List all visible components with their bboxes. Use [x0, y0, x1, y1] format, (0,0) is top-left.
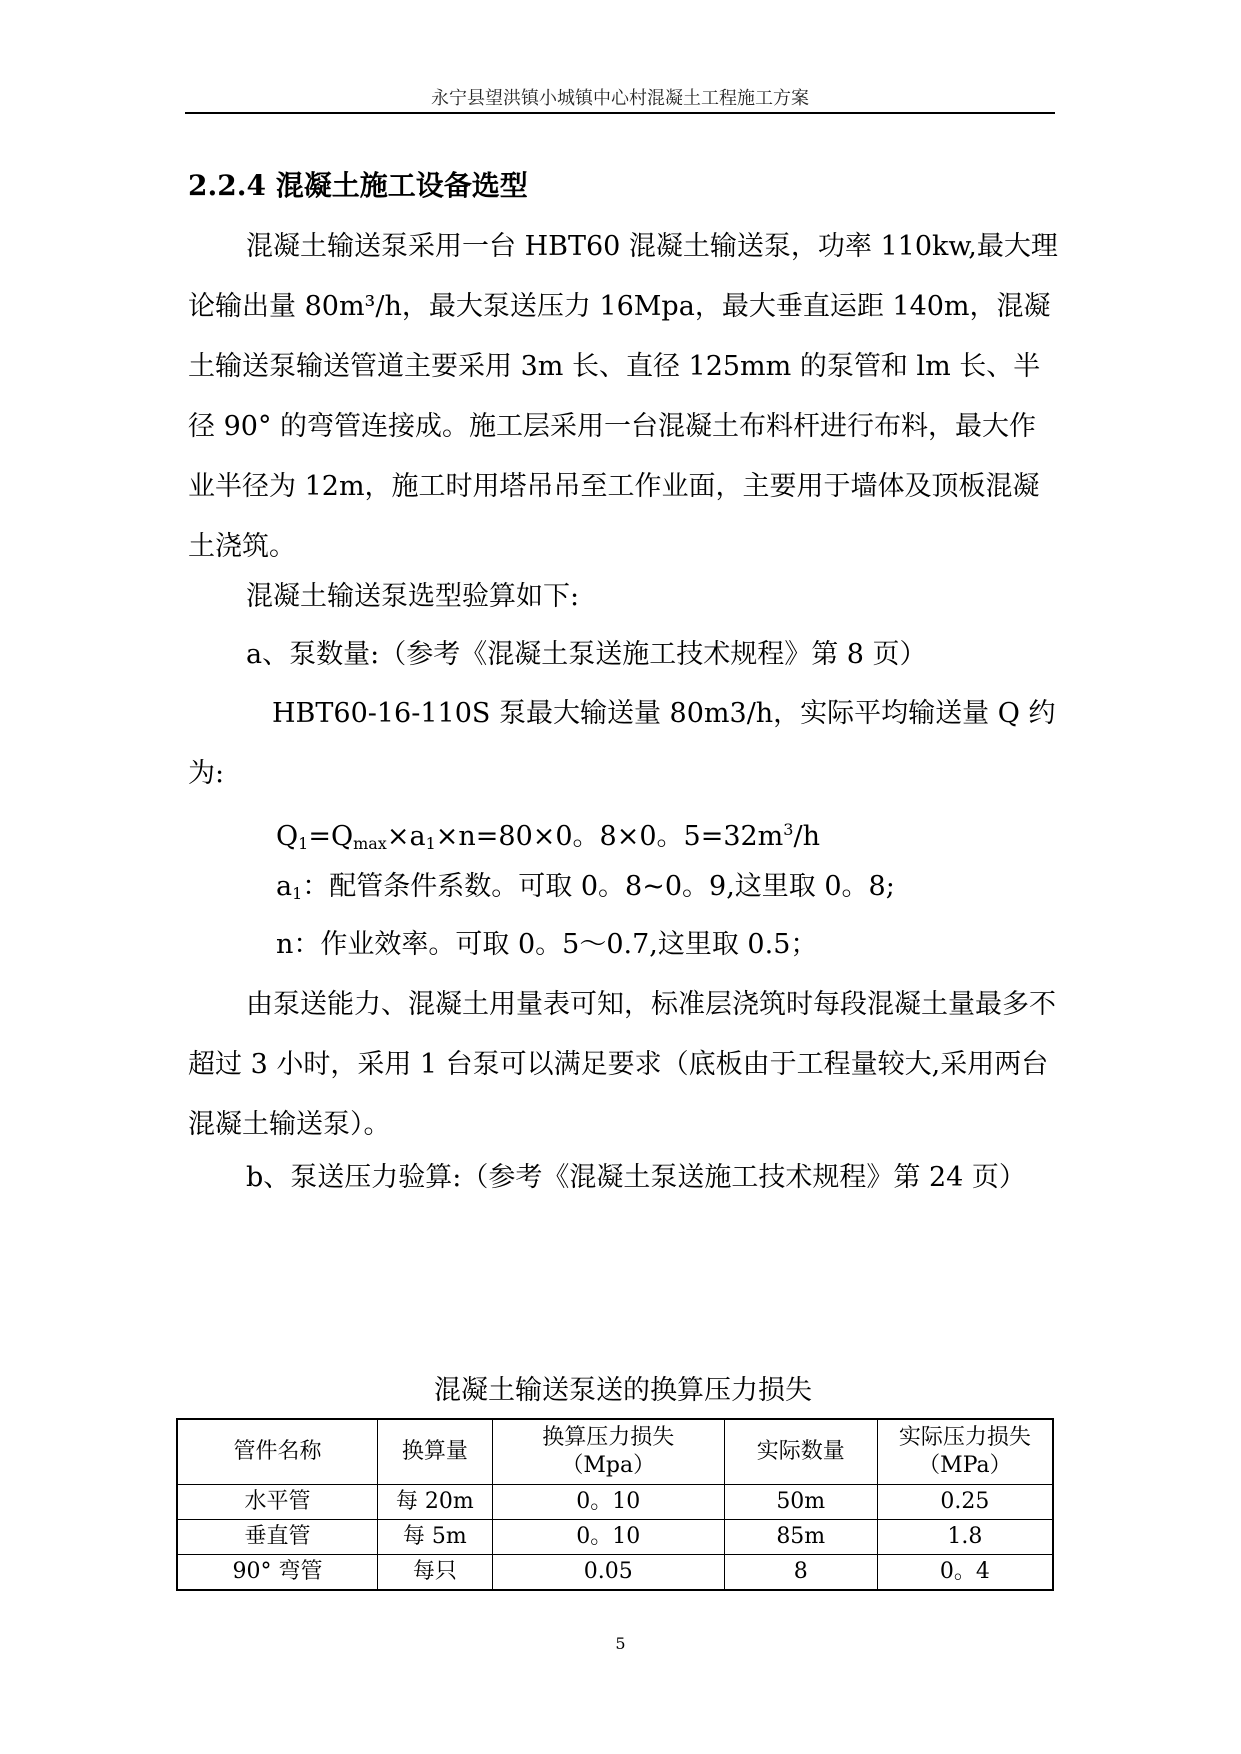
paragraph-pressure-check: b、泵送压力验算:（参考《混凝土泵送施工技术规程》第 24 页） — [246, 1162, 1026, 1193]
column-header: 换算压力损失 （Mpa） — [492, 1419, 724, 1485]
section-heading: 2.2.4 混凝土施工设备选型 — [188, 169, 528, 202]
paragraph-pump-capacity: HBT60-16-110S 泵最大输送量 80m3/h，实际平均输送量 Q 约为: — [188, 698, 1056, 789]
table-cell: 垂直管 — [177, 1520, 377, 1555]
table-title: 混凝土输送泵送的换算压力损失 — [434, 1375, 812, 1406]
definition-a1: $a_1$：配管条件系数。可取 0。8~0。9,这里取 0。8; — [276, 871, 895, 903]
header-divider — [185, 112, 1055, 114]
table-row — [177, 1520, 1053, 1555]
table-cell: 每只 — [377, 1555, 492, 1591]
column-header: 换算量 — [377, 1419, 492, 1485]
table-cell: 8 — [724, 1555, 877, 1591]
paragraph-verification-intro: 混凝土输送泵选型验算如下: — [246, 581, 580, 612]
table-cell: 85m — [724, 1520, 877, 1555]
table-row — [177, 1555, 1053, 1591]
table-cell: 90° 弯管 — [177, 1555, 377, 1591]
page-number: 5 — [615, 1634, 626, 1653]
paragraph-pump-count: a、泵数量:（参考《混凝土泵送施工技术规程》第 8 页） — [246, 639, 927, 670]
pressure-loss-table — [176, 1418, 1054, 1591]
table-cell: 每 5m — [377, 1520, 492, 1555]
column-header: 实际数量 — [724, 1419, 877, 1485]
table-cell: 1.8 — [877, 1520, 1053, 1555]
paragraph-pump-conclusion: 由泵送能力、混凝土用量表可知，标准层浇筑时每段混凝土量最多不超过 3 小时，采用 1 台泵可以满足要求（底板由于工程量较大,采用两台混凝土输送泵）。 — [188, 989, 1056, 1140]
table-header-row — [177, 1419, 1053, 1485]
paragraph-equipment: 混凝土输送泵采用一台 HBT60 混凝土输送泵，功率 110kw,最大理论输出量 80m³/h，最大泵送压力 16Mpa，最大垂直运距 140m，混凝土输送泵输送管道主要采用 3m 长、直径 125mm 的泵管和 lm 长、半径 90° 的弯管连接成。施工层采用一台混凝土布料杆进行布料，最大作业半径为 12m，施工时用塔吊吊至工作业面，主要用于墙体及顶板混凝土浇筑。 — [188, 231, 1058, 562]
table-cell: 0。4 — [877, 1555, 1053, 1591]
definition-n: n：作业效率。可取 0。5～0.7,这里取 0.5； — [276, 929, 818, 960]
page-header: 永宁县望洪镇小城镇中心村混凝土工程施工方案 — [431, 88, 809, 109]
table-cell: 50m — [724, 1485, 877, 1520]
table-cell: 水平管 — [177, 1485, 377, 1520]
formula-q1: $Q_1=Q_{max}\times a_1\times n=80\times 0$。8×0。$5=32m^3/h$ — [276, 820, 820, 853]
column-header: 管件名称 — [177, 1419, 377, 1485]
table-cell: 0。10 — [492, 1520, 724, 1555]
table-cell: 0.05 — [492, 1555, 724, 1591]
table-cell: 0.25 — [877, 1485, 1053, 1520]
table-row — [177, 1485, 1053, 1520]
column-header: 实际压力损失 （MPa） — [877, 1419, 1053, 1485]
table-cell: 每 20m — [377, 1485, 492, 1520]
table-cell: 0。10 — [492, 1485, 724, 1520]
